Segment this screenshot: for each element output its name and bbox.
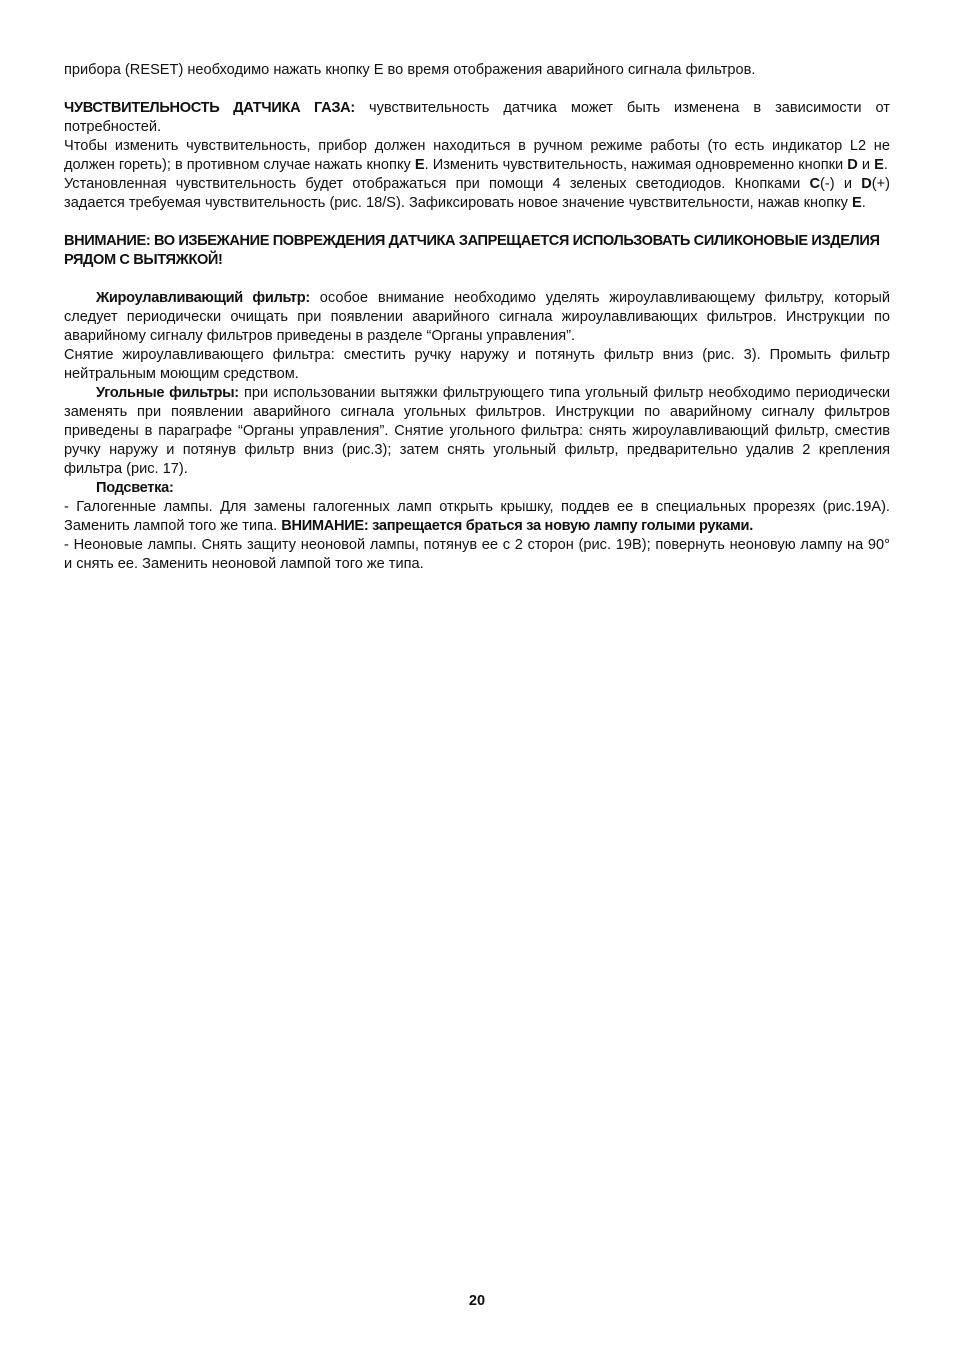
- gas-sensor-change-paragraph: Чтобы изменить чувствительность, прибор должен находиться в ручном режиме работы (то есть индикатор L2 не должен гореть); в противном случае нажать кнопку E. Изменить чувствительность, нажимая одновременно кнопки D и E.: [64, 138, 890, 173]
- neon-lamp-paragraph: - Неоновые лампы. Снять защиту неоновой лампы, потянув ее с 2 сторон (рис. 19B); повернуть неоновую лампу на 90° и снять ее. Заменить неоновой лампой того же типа.: [64, 537, 890, 572]
- grease-filter-paragraph: Жироулавливающий фильтр: особое внимание необходимо уделять жироулавливающему фильтру, который следует периодически очищать при появлении аварийного сигнала жироулавливающих фильтров. Инструкции по аварийному сигналу фильтров приведены в разделе “Органы управления”.: [64, 290, 890, 344]
- lighting-heading: Подсветка:: [96, 480, 174, 496]
- grease-filter-heading: Жироулавливающий фильтр:: [96, 290, 310, 306]
- spacer: [64, 270, 890, 289]
- document-body: [64, 61, 890, 574]
- silicone-warning: ВНИМАНИЕ: ВО ИЗБЕЖАНИЕ ПОВРЕЖДЕНИЯ ДАТЧИКА ЗАПРЕЩАЕТСЯ ИСПОЛЬЗОВАТЬ СИЛИКОНОВЫЕ ИЗДЕЛИЯ РЯДОМ С ВЫТЯЖКОЙ!: [64, 233, 880, 268]
- carbon-filter-heading: Угольные фильтры:: [96, 385, 239, 401]
- reset-paragraph: прибора (RESET) необходимо нажать кнопку E во время отображения аварийного сигнала фильтров.: [64, 62, 756, 78]
- grease-filter-removal-paragraph: Снятие жироулавливающего фильтра: сместить ручку наружу и потянуть фильтр вниз (рис. 3). Промыть фильтр нейтральным моющим средством.: [64, 347, 890, 382]
- halogen-lamp-paragraph: - Галогенные лампы. Для замены галогенных ламп открыть крышку, поддев ее в специальных прорезях (рис.19A). Заменить лампой того же типа. ВНИМАНИЕ: запрещается браться за новую лампу голыми руками.: [64, 499, 890, 534]
- carbon-filter-paragraph: Угольные фильтры: при использовании вытяжки фильтрующего типа угольный фильтр необходимо периодически заменять при появлении аварийного сигнала угольных фильтров. Инструкции по аварийному сигналу фильтров приведены в параграфе “Органы управления”. Снятие угольного фильтра: снять жироулавливающий фильтр, сместив ручку наружу и потянув фильтр вниз (рис.3); затем снять угольный фильтр, предварительно удалив 2 крепления фильтра (рис. 17).: [64, 385, 890, 477]
- gas-sensor-setting-paragraph: Установленная чувствительность будет отображаться при помощи 4 зеленых светодиодов. Кнопками C(-) и D(+) задается требуемая чувствительность (рис. 18/S). Зафиксировать новое значение чувствительности, нажав кнопку E.: [64, 176, 890, 211]
- gas-sensor-heading: ЧУВСТВИТЕЛЬНОСТЬ ДАТЧИКА ГАЗА:: [64, 100, 355, 116]
- spacer: [64, 80, 890, 99]
- page-number: 20: [468, 1293, 486, 1309]
- halogen-warning: ВНИМАНИЕ: запрещается браться за новую лампу голыми руками.: [281, 518, 753, 534]
- gas-sensor-paragraph: ЧУВСТВИТЕЛЬНОСТЬ ДАТЧИКА ГАЗА: чувствительность датчика может быть изменена в зависимости от потребностей.: [64, 100, 890, 135]
- spacer: [64, 213, 890, 232]
- lighting-heading-paragraph: [64, 479, 890, 498]
